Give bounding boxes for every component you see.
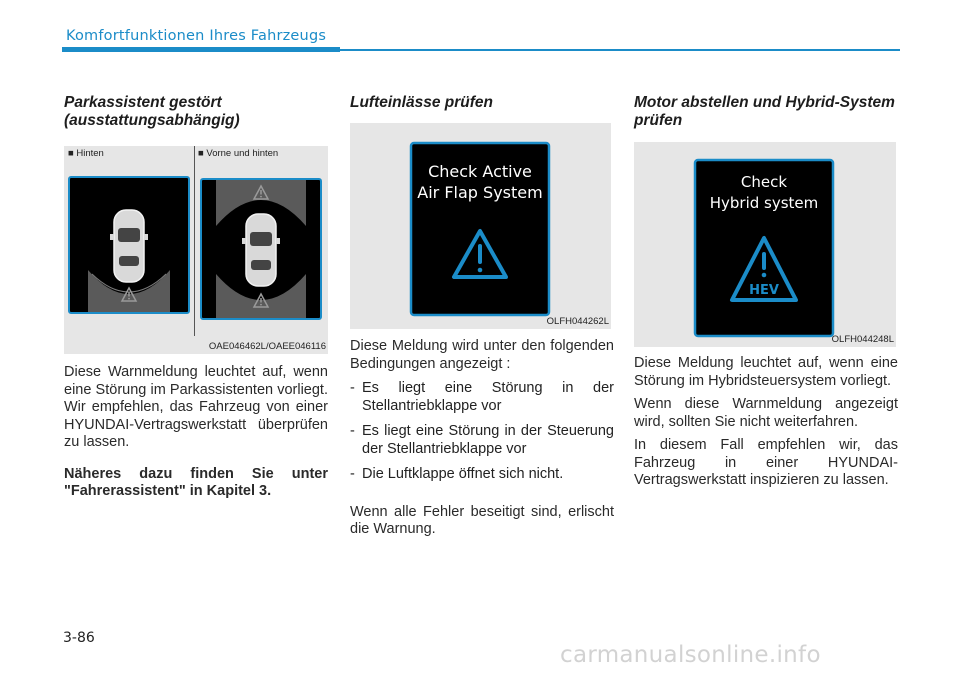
column-hybrid-system [634, 94, 898, 490]
page-number: 3-86 [63, 630, 95, 646]
car-top-view-front-rear-icon [202, 180, 320, 318]
paragraph-air-flap-outro: Wenn alle Fehler beseitigt sind, erlischt die Warnung. [350, 503, 614, 537]
screen-line-2: Air Flap System [417, 183, 543, 202]
air-flap-conditions-list [350, 380, 614, 484]
section-title-air-flap: Lufteinlässe prüfen [350, 94, 493, 111]
paragraph-hybrid-description: Diese Meldung leuchtet auf, wenn eine Störung im Hybridsteuersystem vorliegt. [634, 355, 898, 389]
figure-code-park-assist: OAE046462L/OAEE046116 [208, 341, 326, 352]
header-rule-thick [62, 47, 340, 52]
display-panel-front-rear [200, 178, 322, 320]
car-top-view-rear-icon [70, 178, 188, 312]
display-panel-rear [68, 176, 190, 314]
figure-code-air-flap: OLFH044262L [546, 316, 609, 327]
figure-hybrid-system [634, 142, 896, 347]
list-item: - Es liegt eine Störung in der Stellantriebklappe vor [350, 380, 614, 414]
list-item: - Es liegt eine Störung in der Steuerung der Stellantriebklappe vor [350, 423, 614, 457]
screen-line-2: Hybrid system [709, 194, 819, 212]
watermark: carmanualsonline.info [560, 642, 821, 668]
paragraph-park-assist-description: Diese Warnmeldung leuchtet auf, wenn eine Störung im Parkassistenten vorliegt. Wir empfehlen, das Fahrzeug von einer HYUNDAI-Vertragswerkstatt überprüfen zu lassen. [64, 364, 328, 450]
air-flap-warning-display [350, 123, 611, 329]
figure-air-flap [350, 123, 611, 329]
figure-divider [194, 146, 195, 336]
header-rule-thin [340, 49, 900, 51]
section-title-park-assist: Parkassistent gestört (ausstattungsabhängig) [64, 94, 240, 129]
paragraph-hybrid-stop: Wenn diese Warnmeldung angezeigt wird, sollten Sie nicht weiterfahren. [634, 396, 898, 430]
figure-code-hybrid-system: OLFH044248L [831, 334, 894, 345]
section-title-hybrid-system: Motor abstellen und Hybrid-System prüfen [634, 94, 895, 129]
figure-label-front-rear: ■ Vorne und hinten [198, 148, 279, 159]
section-header-title: Komfortfunktionen Ihres Fahrzeugs [66, 28, 327, 44]
paragraph-hybrid-inspect: In diesem Fall empfehlen wir, das Fahrzeug in einer HYUNDAI-Vertragswerkstatt inspizieren zu lassen. [634, 437, 898, 488]
figure-label-rear: ■ Hinten [68, 148, 104, 159]
paragraph-air-flap-intro: Diese Meldung wird unter den folgenden Bedingungen angezeigt : [350, 338, 614, 372]
hev-badge: HEV [749, 283, 779, 298]
hybrid-warning-display [634, 142, 896, 347]
column-air-flap [350, 94, 614, 539]
column-park-assist [64, 94, 328, 501]
figure-park-assist [64, 146, 328, 354]
screen-line-1: Check Active [428, 162, 532, 181]
paragraph-park-assist-reference: Näheres dazu finden Sie unter "Fahrerassistent" in Kapitel 3. [64, 465, 328, 499]
list-item: - Die Luftklappe öffnet sich nicht. [350, 466, 564, 482]
screen-line-1: Check [740, 173, 788, 191]
